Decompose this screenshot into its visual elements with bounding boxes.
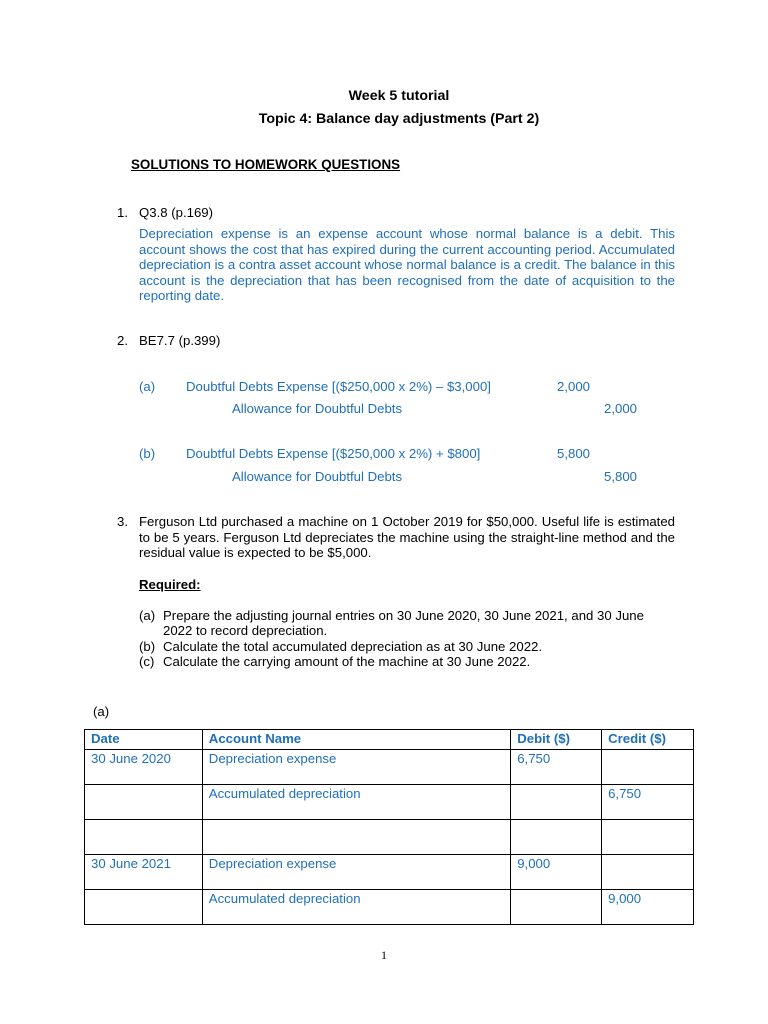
credit-cell: 9,000: [602, 890, 694, 925]
q1-answer: Depreciation expense is an expense account whose normal balance is a debit. This account shows the cost that has expired during the current accounting period. Accumulated depreciation is a contra asset account whose normal balance is a credit. The balance in this account is the depreciation that has been recognised from the date of acquisition to the reporting date.: [139, 226, 675, 303]
debit-cell: 6,750: [511, 750, 602, 785]
q2-number: 2.: [117, 333, 128, 348]
part-text-continued: 2022 to record depreciation.: [163, 623, 328, 639]
credit-cell: 6,750: [602, 785, 694, 820]
part-a-label: (a): [93, 704, 110, 719]
journal-header-row: [85, 730, 694, 750]
q3-text: Ferguson Ltd purchased a machine on 1 October 2019 for $50,000. Useful life is estimated to be 5 years. Ferguson Ltd depreciates the machine using the straight-line method and the residual value is expected to be $5,000.: [139, 514, 675, 560]
document-subtitle: Topic 4: Balance day adjustments (Part 2): [258, 111, 540, 127]
date-cell: [85, 785, 203, 820]
debit-cell: [511, 890, 602, 925]
debit-account: Doubtful Debts Expense [($250,000 x 2%) – $3,000]: [186, 379, 491, 394]
part-label: (a): [139, 608, 156, 623]
debit-cell: 9,000: [511, 855, 602, 890]
debit-amount: 2,000: [557, 379, 591, 394]
q1-title: Q3.8 (p.169): [139, 205, 214, 220]
debit-cell: [511, 820, 602, 855]
credit-amount: 5,800: [604, 469, 638, 484]
table-row: [85, 820, 694, 855]
q1-number: 1.: [117, 205, 128, 220]
credit-cell: [602, 820, 694, 855]
date-cell: [85, 820, 203, 855]
part-label: (c): [139, 653, 155, 669]
part-label: (b): [139, 638, 156, 654]
table-row: [85, 785, 694, 820]
account-cell: Accumulated depreciation: [202, 785, 510, 820]
q3-part-b: [139, 639, 679, 654]
credit-cell: [602, 855, 694, 890]
debit-account: Doubtful Debts Expense [($250,000 x 2%) + $800]: [186, 446, 481, 461]
q3-part-c: [139, 654, 679, 669]
debit-cell: [511, 785, 602, 820]
q2-title: BE7.7 (p.399): [139, 333, 221, 348]
section-heading: SOLUTIONS TO HOMEWORK QUESTIONS: [131, 157, 401, 172]
entry-label: (b): [139, 446, 156, 461]
debit-amount: 5,800: [557, 446, 591, 461]
date-cell: 30 June 2020: [85, 750, 203, 785]
account-cell: [202, 820, 510, 855]
entry-label: (a): [139, 379, 156, 394]
part-text: Calculate the carrying amount of the machine at 30 June 2022.: [163, 653, 531, 669]
q3-part-a: [139, 608, 679, 639]
q3-number: 3.: [117, 514, 128, 529]
header-date: Date: [85, 730, 203, 750]
credit-account: Allowance for Doubtful Debts: [232, 469, 403, 484]
journal-table: [84, 729, 694, 925]
table-row: [85, 855, 694, 890]
account-cell: Depreciation expense: [202, 855, 510, 890]
page-number: 1: [381, 948, 387, 962]
document-title: Week 5 tutorial: [348, 88, 450, 104]
credit-cell: [602, 750, 694, 785]
part-text: Calculate the total accumulated depreciation as at 30 June 2022.: [163, 638, 543, 654]
part-text: Prepare the adjusting journal entries on 30 June 2020, 30 June 2021, and 30 June: [163, 608, 644, 623]
q3-parts: [139, 608, 679, 669]
account-cell: Accumulated depreciation: [202, 890, 510, 925]
header-credit: Credit ($): [602, 730, 694, 750]
date-cell: 30 June 2021: [85, 855, 203, 890]
header-debit: Debit ($): [511, 730, 602, 750]
credit-amount: 2,000: [604, 401, 638, 416]
table-row: [85, 750, 694, 785]
date-cell: [85, 890, 203, 925]
required-label: Required:: [139, 577, 201, 592]
credit-account: Allowance for Doubtful Debts: [232, 401, 403, 416]
header-account-name: Account Name: [202, 730, 510, 750]
table-row: [85, 890, 694, 925]
account-cell: Depreciation expense: [202, 750, 510, 785]
